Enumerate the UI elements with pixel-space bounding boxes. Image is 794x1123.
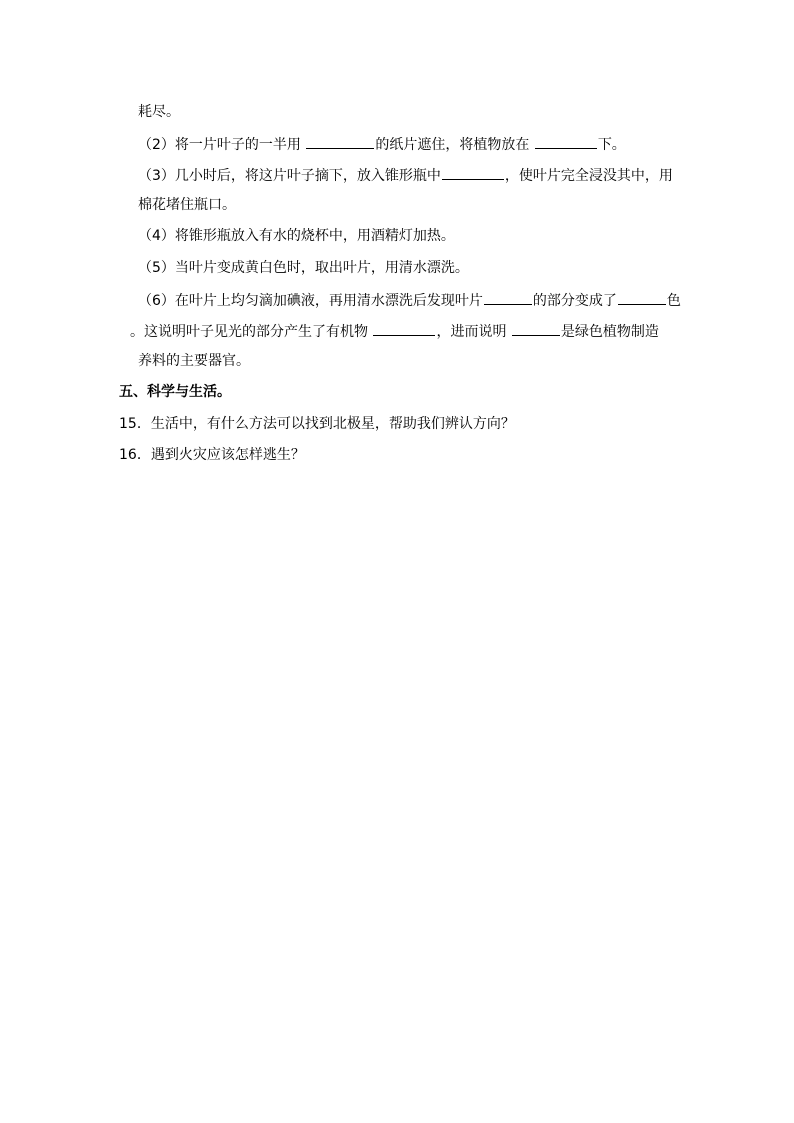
text: 15．生活中，有什么方法可以找到北极星，帮助我们辨认方向？ (119, 416, 515, 432)
text: 下。 (597, 137, 626, 153)
text: 的部分变成了 (532, 293, 617, 309)
text: （6）在叶片上均匀滴加碘液，再用清水漂洗后发现叶片 (138, 293, 483, 309)
q14-step-2 (138, 134, 626, 154)
q14-step-4 (138, 227, 455, 245)
text: 16．遇到火灾应该怎样逃生？ (119, 447, 305, 463)
answer-blank[interactable] (535, 134, 597, 149)
q14-step-3-continuation (138, 196, 236, 214)
answer-blank[interactable] (484, 290, 532, 305)
text: 的纸片遮住，将植物放在 (375, 137, 534, 153)
text: 养料的主要器官。 (138, 353, 250, 369)
answer-blank[interactable] (618, 290, 666, 305)
text: 棉花堵住瓶口。 (138, 197, 236, 213)
q14-continuation (138, 103, 180, 121)
q14-step-6-line-3 (138, 352, 250, 370)
q14-step-5 (138, 259, 469, 277)
q14-step-3 (138, 165, 673, 185)
text: ，使叶片完全浸没其中，用 (504, 168, 673, 184)
text: 。这说明叶子见光的部分产生了有机物 (130, 324, 373, 340)
text: 色 (666, 293, 681, 309)
text: 是绿色植物制造 (560, 324, 659, 340)
q14-step-6-line-2 (130, 321, 659, 341)
text: ，进而说明 (436, 324, 511, 340)
q14-step-6 (138, 290, 681, 310)
answer-blank[interactable] (512, 321, 560, 336)
text: （3）几小时后，将这片叶子摘下，放入锥形瓶中 (138, 168, 441, 184)
text: （2）将一片叶子的一半用 (138, 137, 306, 153)
text: 五、科学与生活。 (119, 384, 231, 400)
text: （4）将锥形瓶放入有水的烧杯中，用酒精灯加热。 (138, 228, 455, 244)
answer-blank[interactable] (373, 321, 435, 336)
answer-blank[interactable] (306, 134, 374, 149)
question-15 (119, 415, 515, 433)
text: 耗尽。 (138, 104, 180, 120)
answer-blank[interactable] (442, 165, 504, 180)
text: （5）当叶片变成黄白色时，取出叶片，用清水漂洗。 (138, 260, 469, 276)
section-heading (119, 383, 231, 401)
question-16 (119, 446, 305, 464)
